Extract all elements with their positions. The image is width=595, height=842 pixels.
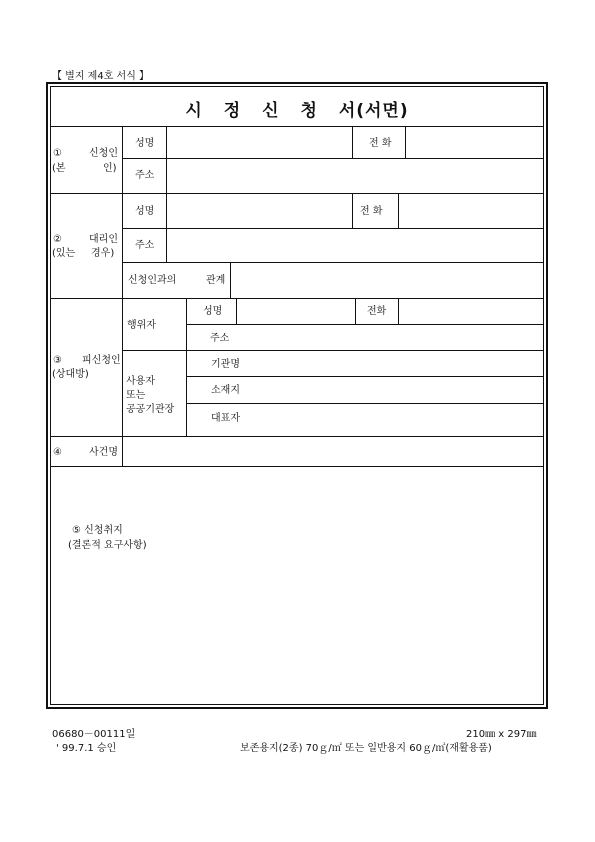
section3-org-label-1: 사용자 xyxy=(126,376,155,387)
rule xyxy=(50,298,544,299)
rule xyxy=(186,403,544,404)
rule xyxy=(166,193,167,262)
form-number-label: 【 별지 제4호 서식 】 xyxy=(52,71,150,82)
section2-sublabel-right: 경우) xyxy=(91,248,115,259)
rule xyxy=(166,126,167,193)
section4-number: ④ xyxy=(53,447,62,458)
section1-phone-label: 전 화 xyxy=(369,138,392,149)
section3-org-label-2: 또는 xyxy=(126,390,146,401)
footer-approval: ' 99.7.1 승인 xyxy=(56,743,117,754)
section2-number: ② xyxy=(53,234,62,245)
rule xyxy=(398,298,399,324)
section3-sublabel: (상대방) xyxy=(52,369,89,380)
rule xyxy=(122,126,123,466)
footer-paper: 보존용지(2종) 70ｇ/㎡ 또는 일반용지 60ｇ/㎡(재활용품) xyxy=(240,743,492,754)
rule xyxy=(398,193,399,228)
rule xyxy=(186,324,544,325)
section3-name-label: 성명 xyxy=(203,306,223,317)
section3-address-label: 주소 xyxy=(210,333,230,344)
footer-code: 06680－00111일 xyxy=(52,729,136,740)
section2-address-label: 주소 xyxy=(135,240,155,251)
form-inner-border xyxy=(50,86,544,705)
section3-org-name-label: 기관명 xyxy=(211,359,240,370)
section3-actor-label: 행위자 xyxy=(127,320,156,331)
footer-size: 210㎜ x 297㎜ xyxy=(466,729,537,740)
section2-label: 대리인 xyxy=(89,234,118,245)
rule xyxy=(50,466,544,467)
rule xyxy=(355,298,356,324)
rule xyxy=(186,376,544,377)
section2-relation-label: 신청인과의 xyxy=(128,275,177,286)
rule xyxy=(50,436,544,437)
rule xyxy=(230,262,231,298)
rule xyxy=(122,158,544,159)
section1-address-label: 주소 xyxy=(135,170,155,181)
rule xyxy=(405,126,406,158)
rule xyxy=(122,262,544,263)
section2-sublabel-left: (있는 xyxy=(52,248,76,259)
section2-name-label: 성명 xyxy=(135,206,155,217)
section4-label: 사건명 xyxy=(89,447,118,458)
title-char: 정 xyxy=(223,101,242,121)
rule xyxy=(352,193,353,228)
section1-number: ① xyxy=(53,148,62,159)
rule xyxy=(186,298,187,436)
rule xyxy=(236,298,237,324)
title-char: 청 xyxy=(300,101,318,121)
title-char: 신 xyxy=(262,101,280,121)
section1-label: 신청인 xyxy=(89,148,118,159)
section1-sublabel-right: 인) xyxy=(103,163,117,174)
title-char: 시 xyxy=(185,101,203,121)
section5-sublabel: (결론적 요구사항) xyxy=(68,540,147,551)
rule xyxy=(50,193,544,194)
rule xyxy=(50,126,544,127)
section5-label: ⑤ 신청취지 xyxy=(72,525,123,536)
section3-label: 피신청인 xyxy=(82,355,121,366)
section3-number: ③ xyxy=(53,355,62,366)
section3-representative-label: 대표자 xyxy=(211,413,240,424)
section1-name-label: 성명 xyxy=(135,138,155,149)
section3-phone-label: 전화 xyxy=(367,306,387,317)
section1-sublabel-left: (본 xyxy=(52,163,66,174)
title-char: 서(서면) xyxy=(338,101,409,121)
section2-phone-label: 전 화 xyxy=(360,206,383,217)
form-title xyxy=(50,96,544,121)
rule xyxy=(122,228,544,229)
rule xyxy=(352,126,353,158)
section3-location-label: 소재지 xyxy=(211,385,240,396)
section3-org-label-3: 공공기관장 xyxy=(126,404,175,415)
section2-relation-label-b: 관계 xyxy=(206,275,226,286)
